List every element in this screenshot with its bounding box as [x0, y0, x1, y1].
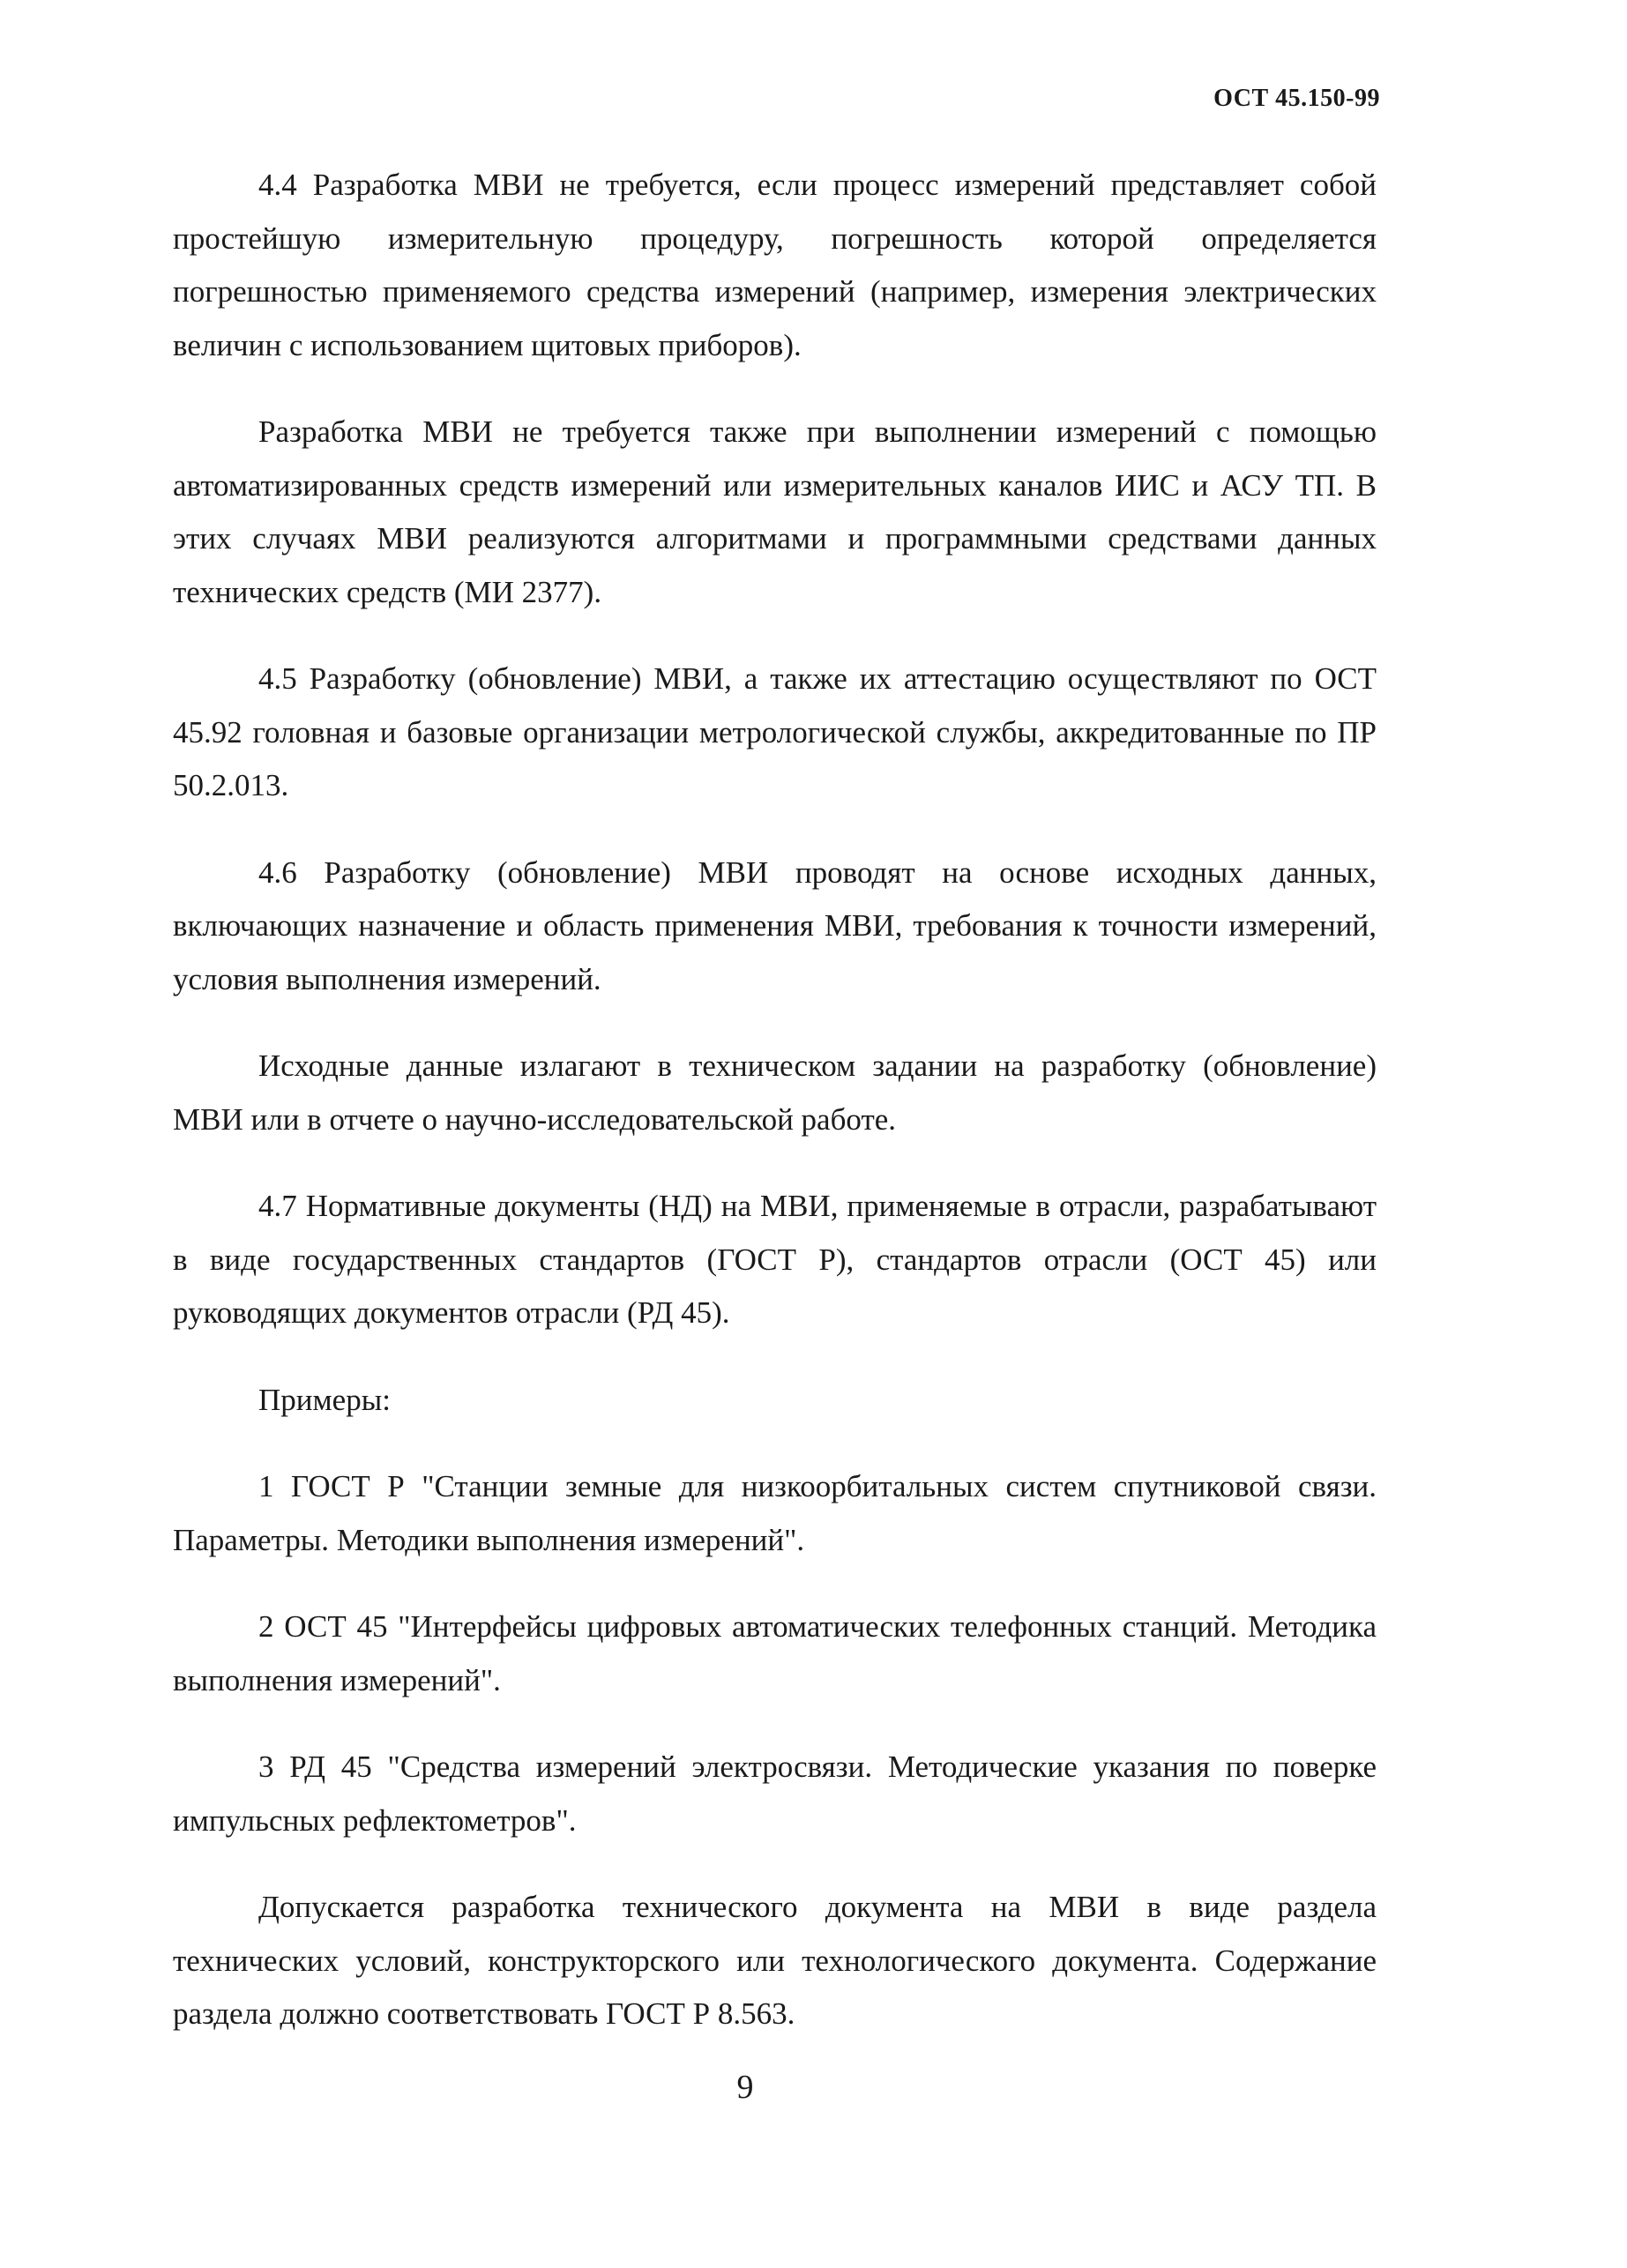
paragraph-example-2: 2 ОСТ 45 "Интерфейсы цифровых автоматических телефонных станций. Методика выполнения измерений". [173, 1609, 1377, 1697]
document-code: ОСТ 45.150-99 [1213, 85, 1380, 112]
page-number: 9 [736, 2069, 754, 2106]
paragraph-allowed-development: Допускается разработка технического документа на МВИ в виде раздела технических условий, конструкторского или технологического документа. Содержание раздела должно соответствовать ГОСТ Р 8.563. [173, 1890, 1377, 2031]
paragraph-example-1: 1 ГОСТ Р "Станции земные для низкоорбитальных систем спутниковой связи. Параметры. Методики выполнения измерений". [173, 1469, 1377, 1557]
paragraph-examples-heading: Примеры: [258, 1382, 391, 1417]
paragraph-4-5: 4.5 Разработку (обновление) МВИ, а также их аттестацию осуществляют по ОСТ 45.92 головная и базовые организации метрологической службы, аккредитованные по ПР 50.2.013. [173, 661, 1377, 802]
paragraph-4-4: 4.4 Разработка МВИ не требуется, если процесс измерений представляет собой простейшую измерительную процедуру, погрешность которой определяется погрешностью применяемого средства измерений (например, измерения электрических величин с использованием щитовых приборов). [173, 168, 1377, 362]
paragraph-example-3: 3 РД 45 "Средства измерений электросвязи. Методические указания по поверке импульсных рефлектометров". [173, 1749, 1377, 1838]
paragraph-automated-means: Разработка МВИ не требуется также при выполнении измерений с помощью автоматизированных средств измерений или измерительных каналов ИИС и АСУ ТП. В этих случаях МВИ реализуются алгоритмами и программными средствами данных технических средств (МИ 2377). [173, 414, 1377, 609]
document-body [173, 159, 1377, 2075]
paragraph-4-6: 4.6 Разработку (обновление) МВИ проводят на основе исходных данных, включающих назначение и область применения МВИ, требования к точности измерений, условия выполнения измерений. [173, 854, 1377, 996]
paragraph-initial-data: Исходные данные излагают в техническом задании на разработку (обновление) МВИ или в отчете о научно-исследовательской работе. [173, 1048, 1377, 1137]
paragraph-4-7: 4.7 Нормативные документы (НД) на МВИ, применяемые в отрасли, разрабатывают в виде государственных стандартов (ГОСТ Р), стандартов отрасли (ОСТ 45) или руководящих документов отрасли (РД 45). [173, 1189, 1377, 1330]
